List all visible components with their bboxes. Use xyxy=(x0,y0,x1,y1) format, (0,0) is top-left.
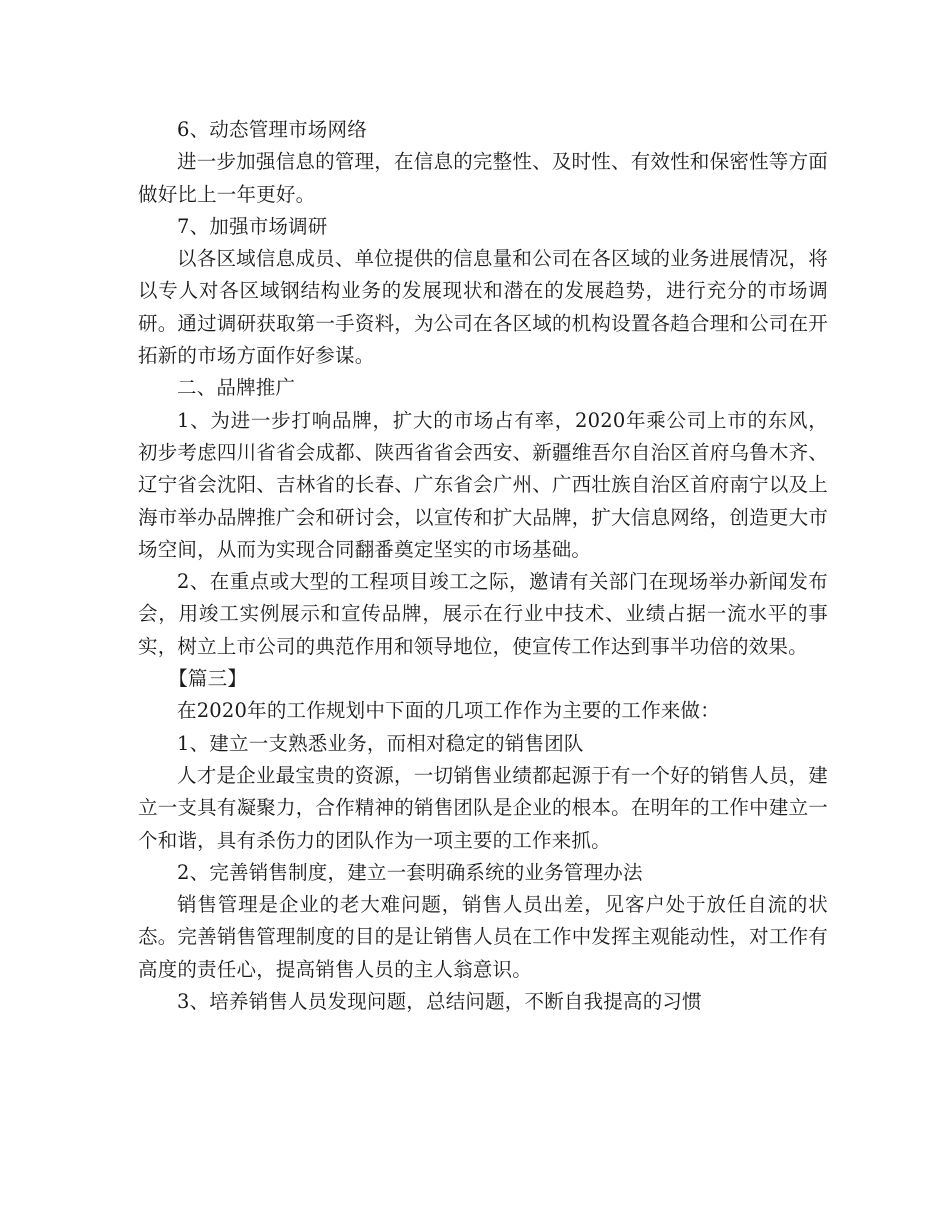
body-paragraph: 进一步加强信息的管理，在信息的完整性、及时性、有效性和保密性等方面做好比上一年更好。 xyxy=(138,150,828,206)
part-heading: 【篇三】 xyxy=(168,667,248,691)
section-heading: 7、加强市场调研 xyxy=(177,214,328,238)
section-heading: 2、完善销售制度，建立一套明确系统的业务管理办法 xyxy=(177,860,643,884)
section-heading: 1、建立一支熟悉业务，而相对稳定的销售团队 xyxy=(177,731,584,755)
body-paragraph: 人才是企业最宝贵的资源，一切销售业绩都起源于有一个好的销售人员，建立一支具有凝聚力，合作精神的销售团队是企业的根本。在明年的工作中建立一个和谐，具有杀伤力的团队作为一项主要的工作来抓。 xyxy=(138,763,828,852)
body-paragraph: 1、为进一步打响品牌，扩大的市场占有率，2020年乘公司上市的东风，初步考虑四川省省会成都、陕西省省会西安、新疆维吾尔自治区首府乌鲁木齐、辽宁省会沈阳、吉林省的长春、广东省会广州、广西壮族自治区首府南宁以及上海市举办品牌推广会和研讨会，以宣传和扩大品牌，扩大信息网络，创造更大市场空间，从而为实现合同翻番奠定坚实的市场基础。 xyxy=(138,408,828,561)
body-paragraph: 2、在重点或大型的工程项目竣工之际，邀请有关部门在现场举办新闻发布会，用竣工实例展示和宣传品牌，展示在行业中技术、业绩占据一流水平的事实，树立上市公司的典范作用和领导地位，使宣传工作达到事半功倍的效果。 xyxy=(138,570,828,658)
body-paragraph: 销售管理是企业的老大难问题，销售人员出差，见客户处于放任自流的状态。完善销售管理制度的目的是让销售人员在工作中发挥主观能动性，对工作有高度的责任心，提高销售人员的主人翁意识。 xyxy=(138,893,828,981)
section-heading: 二、品牌推广 xyxy=(177,376,296,400)
document-body xyxy=(138,114,828,1018)
section-heading: 6、动态管理市场网络 xyxy=(177,118,367,141)
intro-line: 在2020年的工作规划中下面的几项工作作为主要的工作来做： xyxy=(177,699,720,723)
section-heading: 3、培养销售人员发现问题，总结问题，不断自我提高的习惯 xyxy=(177,990,702,1014)
body-paragraph: 以各区域信息成员、单位提供的信息量和公司在各区域的业务进展情况，将以专人对各区域钢结构业务的发展现状和潜在的发展趋势，进行充分的市场调研。通过调研获取第一手资料，为公司在各区域的机构设置各趋合理和公司在开拓新的市场方面作好参谋。 xyxy=(138,247,828,368)
